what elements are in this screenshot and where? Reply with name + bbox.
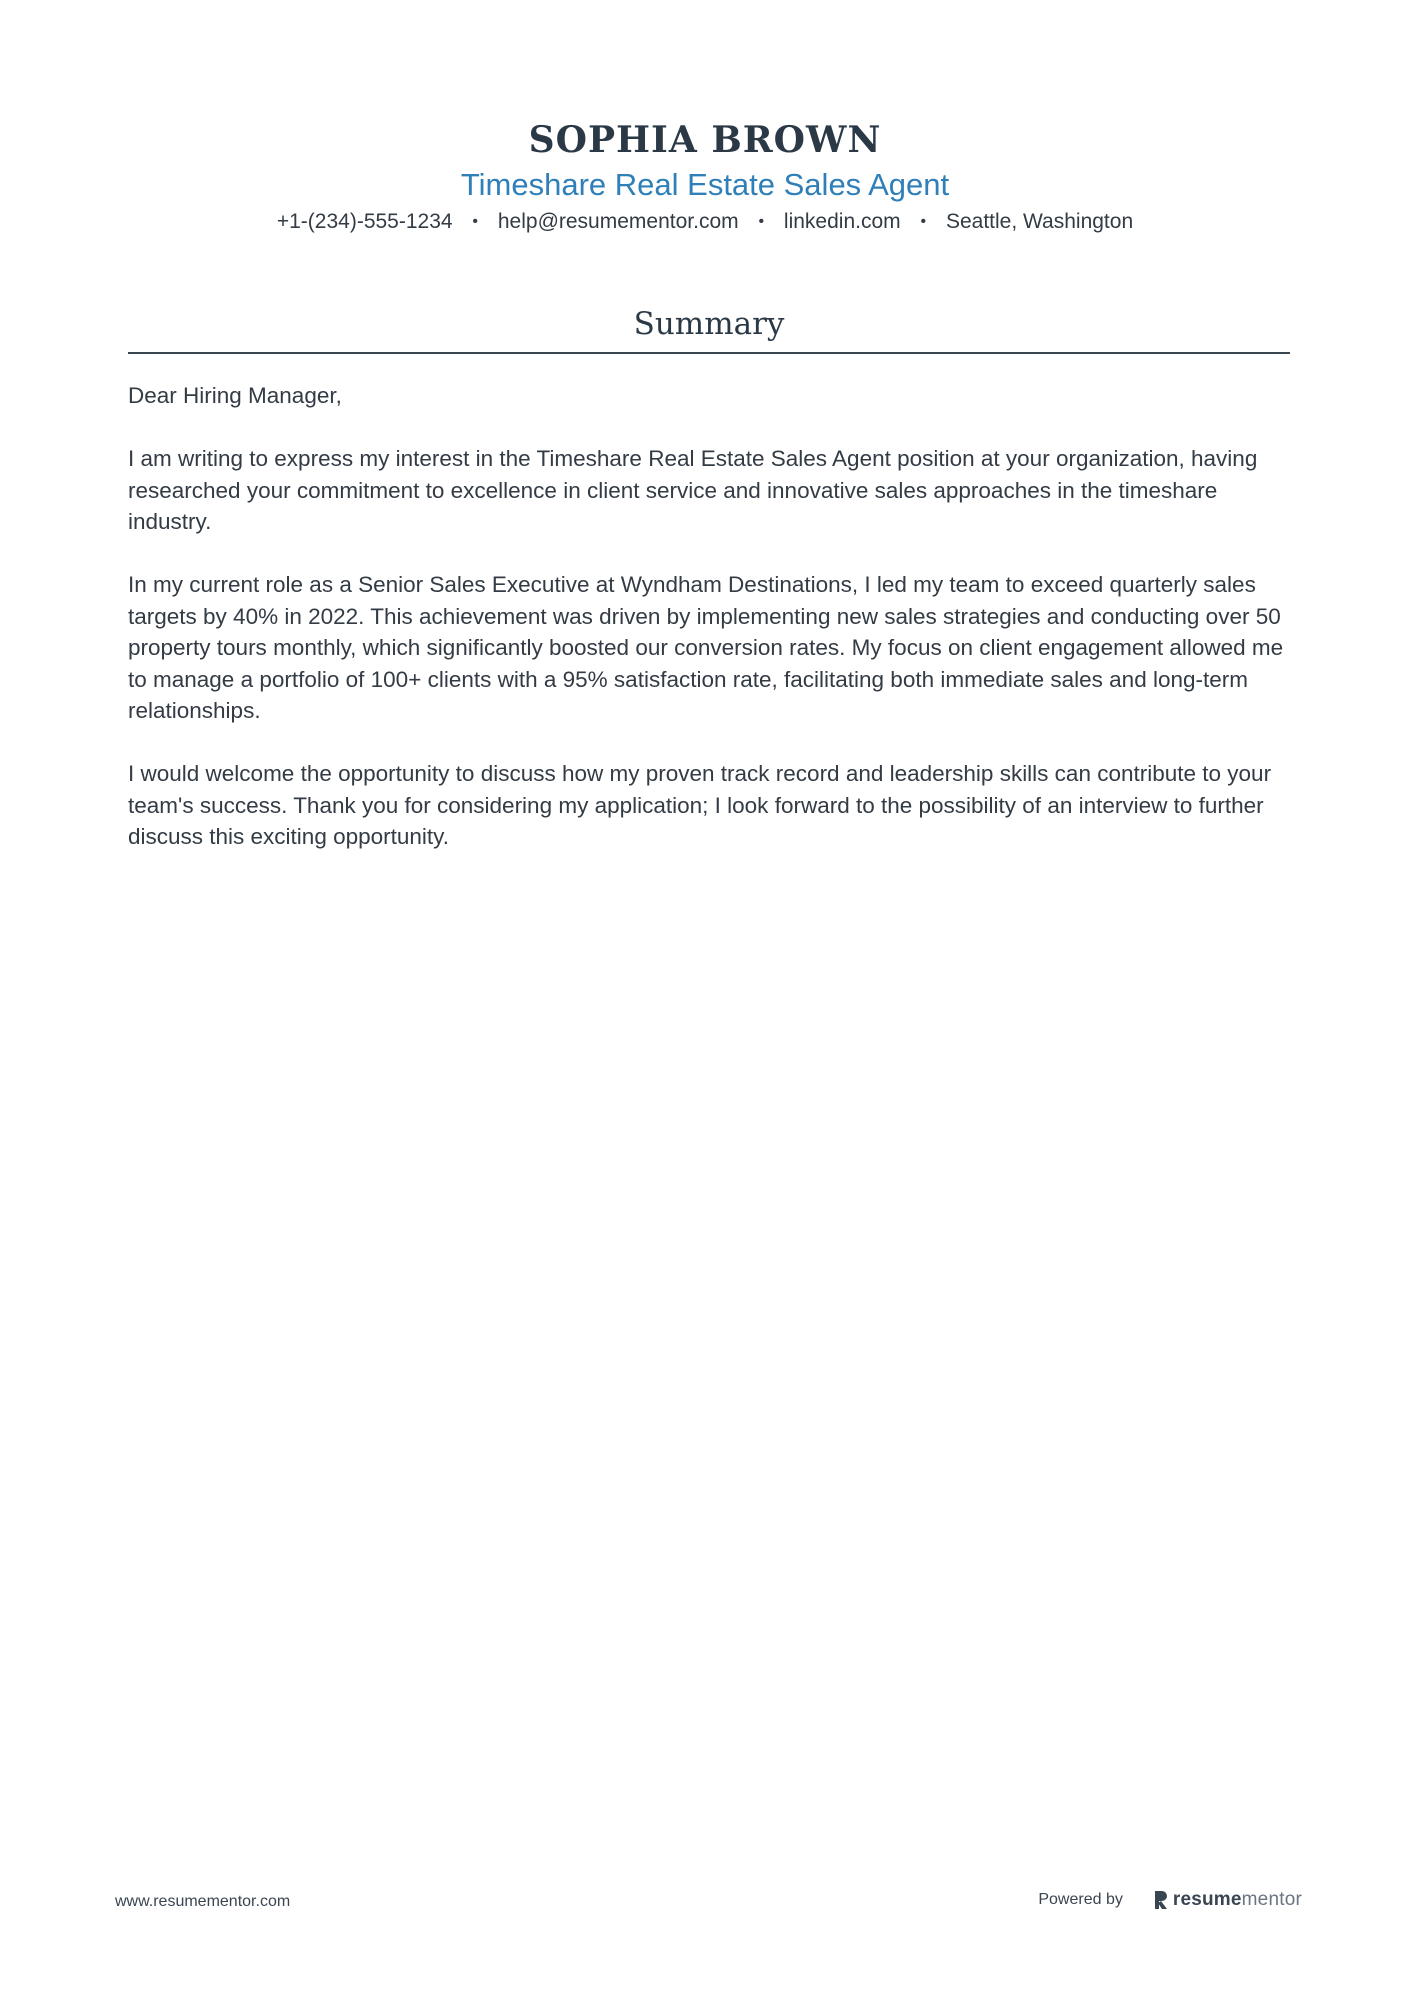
contact-linkedin[interactable]: linkedin.com (783, 210, 901, 233)
letter-paragraph-3: I would welcome the opportunity to discuss how my proven track record and leadership skills can contribute to your team's success. Thank you for considering my application; I look forward to the possibility of an interview to further discuss this exciting opportunity. (128, 761, 1272, 849)
contact-email[interactable]: help@resumementor.com (497, 210, 739, 233)
letter-paragraph-1: I am writing to express my interest in the Timeshare Real Estate Sales Agent position at your organization, having researched your commitment to excellence in client service and innovative sales approaches in the timeshare industry. (128, 446, 1258, 534)
resumementor-logo-icon (1153, 1889, 1169, 1911)
bullet-separator: • (920, 213, 927, 230)
section-divider (128, 352, 1290, 354)
section-title-summary: Summary (633, 306, 785, 342)
brand-wordmark-light: mentor (1241, 1889, 1302, 1910)
applicant-name: SOPHIA BROWN (528, 119, 882, 161)
letter-header (0, 118, 1410, 236)
contact-location: Seattle, Washington (945, 210, 1134, 233)
job-title: Timeshare Real Estate Sales Agent (460, 167, 950, 202)
letter-body (128, 380, 1293, 884)
bullet-separator: • (758, 213, 765, 230)
brand-logo[interactable] (1153, 1889, 1302, 1911)
powered-by-label: Powered by (1038, 1891, 1123, 1908)
brand-wordmark-bold: resume (1172, 1889, 1242, 1910)
letter-paragraph-2: In my current role as a Senior Sales Executive at Wyndham Destinations, I led my team to exceed quarterly sales targets by 40% in 2022. This achievement was driven by implementing new sales strategies and conducting over 50 property tours monthly, which significantly boosted our conversion rates. My focus on client engagement allowed me to manage a portfolio of 100+ clients with a 95% satisfaction rate, facilitating both immediate sales and long-term relationships. (128, 572, 1284, 723)
bullet-separator: • (472, 213, 479, 230)
footer-powered-by (1038, 1889, 1302, 1911)
contact-line (0, 208, 1410, 236)
footer-website-link[interactable]: www.resumementor.com (115, 1893, 291, 1910)
letter-greeting: Dear Hiring Manager, (128, 383, 342, 408)
brand-wordmark (1173, 1889, 1302, 1911)
contact-phone: +1-(234)-555-1234 (276, 210, 453, 233)
